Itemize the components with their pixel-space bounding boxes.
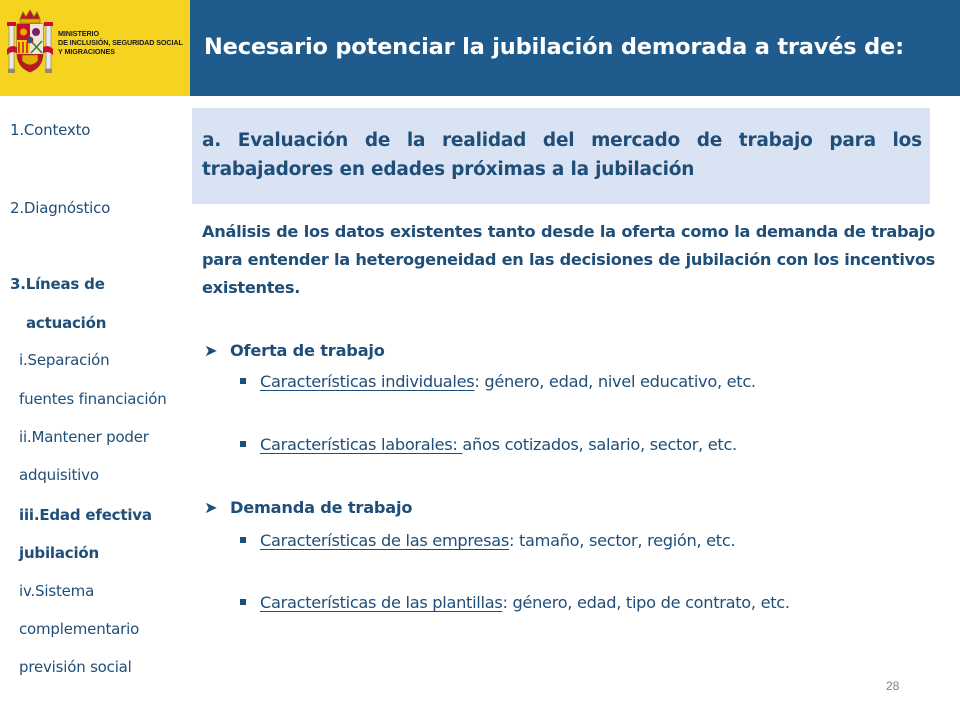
square-bullet-icon (240, 537, 246, 543)
ministry-name (58, 29, 188, 56)
list-item (240, 435, 737, 454)
coat-of-arms-icon (7, 9, 53, 81)
item-detail: : género, edad, tipo de contrato, etc. (502, 593, 790, 612)
item-term: Características individuales (260, 372, 475, 391)
item-detail: años cotizados, salario, sector, etc. (462, 435, 737, 454)
list-item (240, 531, 735, 550)
ministry-logo (0, 0, 190, 96)
sidebar-item-contexto[interactable]: 1.Contexto (10, 121, 91, 139)
sidebar-item-diagnostico[interactable]: 2.Diagnóstico (10, 199, 111, 217)
sidebar-item-edad-efectiva[interactable]: iii.Edad efectiva (19, 506, 152, 524)
square-bullet-icon (240, 599, 246, 605)
sidebar-item-poder-adquisitivo[interactable]: ii.Mantener poder (19, 428, 149, 446)
sidebar-item-sistema-complementario[interactable]: iv.Sistema (19, 582, 95, 600)
sidebar-item-separacion[interactable]: i.Separación (19, 351, 110, 369)
ministry-line: DE INCLUSIÓN, SEGURIDAD SOCIAL (58, 38, 183, 47)
item-term: Características de las plantillas (260, 593, 503, 612)
sidebar-item-edad-efectiva-cont[interactable]: jubilación (19, 544, 99, 562)
sidebar-item-prevision-social[interactable]: previsión social (19, 658, 132, 676)
item-detail: : género, edad, nivel educativo, etc. (474, 372, 756, 391)
bullet-group-oferta (204, 341, 385, 360)
sidebar-item-sistema-complementario-cont[interactable]: complementario (19, 620, 140, 638)
section-heading: a. Evaluación de la realidad del mercado de trabajo para los trabajadores en edades próximas a la jubilación (202, 130, 922, 180)
bullet-group-demanda (204, 498, 412, 517)
list-item (240, 593, 790, 612)
ministry-line: MINISTERIO (58, 29, 99, 38)
ministry-line: Y MIGRACIONES (58, 47, 115, 56)
slide-title: Necesario potenciar la jubilación demorada a través de: (204, 34, 904, 60)
square-bullet-icon (240, 378, 246, 384)
item-detail: : tamaño, sector, región, etc. (508, 531, 736, 550)
sidebar-item-poder-adquisitivo-cont[interactable]: adquisitivo (19, 466, 99, 484)
group-heading: Demanda de trabajo (230, 498, 413, 517)
section-heading-box (192, 108, 930, 204)
sidebar-item-separacion-cont[interactable]: fuentes financiación (19, 390, 167, 408)
arrow-bullet-icon: ➤ (204, 498, 218, 517)
title-bar (190, 0, 960, 96)
page-number: 28 (886, 679, 900, 693)
item-term: Características laborales: (260, 435, 463, 454)
sidebar-item-lineas-actuacion[interactable]: 3.Líneas de (10, 275, 105, 293)
sidebar-item-lineas-actuacion-cont[interactable]: actuación (26, 314, 107, 332)
item-term: Características de las empresas (260, 531, 509, 550)
intro-paragraph: Análisis de los datos existentes tanto desde la oferta como la demanda de trabajo para entender la heterogeneidad en las decisiones de jubilación con los incentivos existentes. (202, 222, 935, 297)
square-bullet-icon (240, 441, 246, 447)
group-heading: Oferta de trabajo (230, 341, 385, 360)
arrow-bullet-icon: ➤ (204, 341, 218, 360)
list-item (240, 372, 756, 391)
